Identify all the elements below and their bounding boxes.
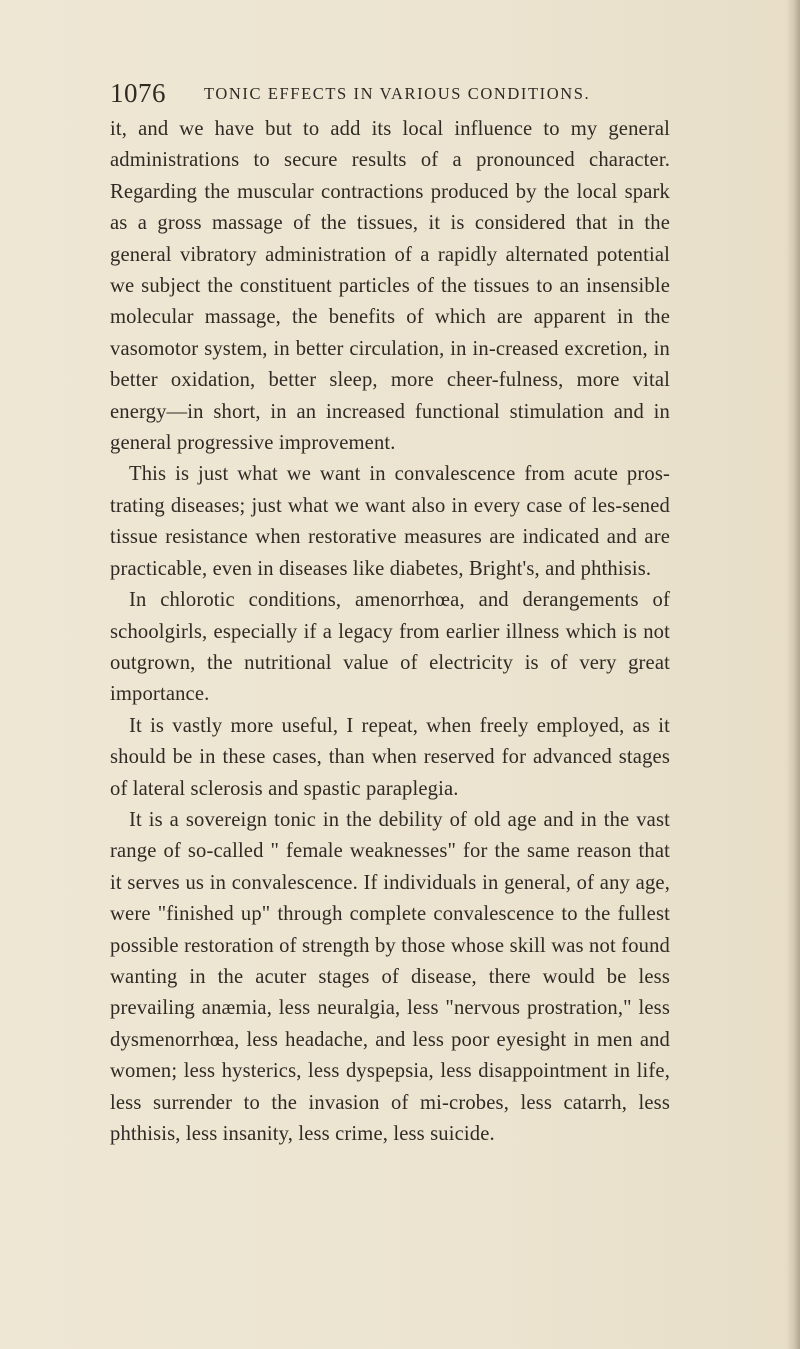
page-number: 1076: [110, 78, 166, 108]
page-header: [110, 78, 670, 118]
page-edge-shadow: [786, 0, 800, 1349]
running-head: TONIC EFFECTS IN VARIOUS CONDITIONS.: [204, 84, 591, 103]
paragraph-sovereign-tonic: It is a sovereign tonic in the debility of old age and in the vast range of so-called " female weaknesses" for the same reason that it serves us in convalescence. If individuals in general, of any age, were "finished up" through complete convalescence to the fullest possible restoration of strength by those whose skill was not found wanting in the acuter stages of disease, there would be less prevailing anæmia, less neuralgia, less "nervous prostration," less dysmenorrhœa, less headache, and less poor eyesight in men and women; less hysterics, less dyspepsia, less disappointment in life, less surrender to the invasion of mi-crobes, less catarrh, less phthisis, less insanity, less crime, less suicide.: [110, 808, 670, 1145]
paragraph-chlorotic-conditions: In chlorotic conditions, amenorrhœa, and derangements of schoolgirls, especially if a legacy from earlier illness which is not outgrown, the nutritional value of electricity is of very great importance.: [110, 589, 670, 706]
paragraph-convalescence: This is just what we want in convalescence from acute pros-trating diseases; just what we want also in every case of les-sened tissue resistance when restorative measures are indicated and are practicable, even in diseases like diabetes, Bright's, and phthisis.: [110, 463, 670, 580]
body-text: [110, 114, 670, 1150]
paragraph-usefulness: It is vastly more useful, I repeat, when freely employed, as it should be in these cases, than when reserved for advanced stages of lateral sclerosis and spastic paraplegia.: [110, 714, 670, 800]
paragraph-continuation: it, and we have but to add its local influence to my general administrations to secure results of a pronounced character. Regarding the muscular contractions produced by the local spark as a gross massage of the tissues, it is considered that in the general vibratory administration of a rapidly alternated potential we subject the constituent particles of the tissues to an insensible molecular massage, the benefits of which are apparent in the vasomotor system, in better circulation, in in-creased excretion, in better oxidation, better sleep, more cheer-fulness, more vital energy—in short, in an increased functional stimulation and in general progressive improvement.: [110, 118, 670, 455]
